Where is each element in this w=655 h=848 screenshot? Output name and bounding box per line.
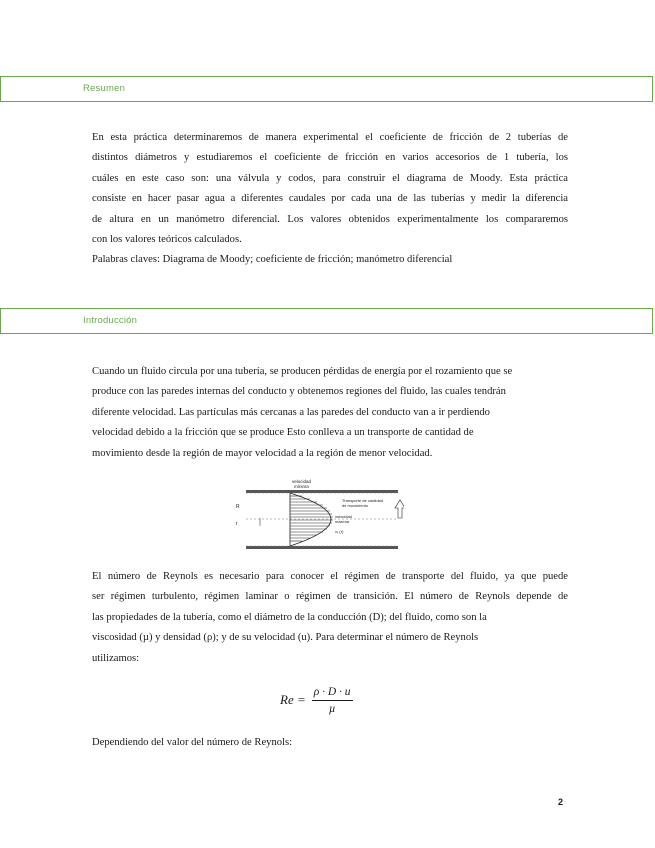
resumen-paragraph — [92, 128, 568, 271]
reynolds-formula — [280, 683, 353, 717]
section-heading-resumen — [0, 76, 653, 102]
keywords-line: Palabras claves: Diagrama de Moody; coeficiente de fricción; manómetro diferencial — [92, 254, 453, 266]
resumen-line: consiste en hacer pasar agua a diferentes caudales por cada una de las tuberías y medir la diferencia — [92, 193, 568, 205]
label-minima: mínima — [294, 484, 309, 489]
label-de-movimiento: de movimiento — [342, 503, 369, 508]
label-velocidad-minima: velocidad — [292, 479, 312, 484]
intro-paragraph-3 — [92, 733, 568, 753]
label-velocidad-maxima: velocidad — [335, 514, 352, 519]
transport-arrow — [395, 500, 404, 518]
pipe-top-wall — [246, 490, 398, 493]
reynolds-line: viscosidad (µ) y densidad (ρ); y de su velocidad (u). Para determinar el número de Reynols — [92, 632, 479, 644]
introduccion-heading-text: Introducción — [83, 315, 138, 326]
label-R: R — [236, 504, 240, 510]
intro-line: movimiento desde la región de mayor velocidad a la región de menor velocidad. — [92, 447, 433, 459]
resumen-line: cuáles en este caso son: una válvula y codos, para construir el diagrama de Moody. Esta práctica — [92, 172, 568, 184]
intro-line: diferente velocidad. Las partículas más cercanas a las paredes del conducto van a ir perdiendo — [92, 406, 490, 418]
reynolds-line: las propiedades de la tubería, como el diámetro de la conducción (D); del fluido, como son la — [92, 611, 487, 623]
resumen-heading-text: Resumen — [83, 83, 126, 94]
intro-paragraph-2 — [92, 567, 568, 669]
velocity-vectors — [290, 496, 333, 541]
page-number: 2 — [558, 797, 564, 807]
reynolds-depends-line: Dependiendo del valor del número de Reynols: — [92, 737, 293, 748]
formula-denominator: µ — [328, 702, 336, 715]
section-heading-introduccion — [0, 308, 653, 334]
resumen-line: de altura en un manómetro diferencial. Los valores obtenidos experimentalmente los compararemos — [92, 213, 568, 225]
reynolds-line: ser régimen turbulento, régimen laminar o régimen de transición. El número de Reynols depende de — [92, 591, 568, 603]
resumen-line: con los valores teóricos calculados. — [92, 234, 242, 246]
formula-numerator: ρ · D · u — [312, 686, 353, 701]
label-maxima: máxima — [335, 519, 350, 524]
label-r: r — [236, 521, 238, 527]
pipe-bottom-wall — [246, 546, 398, 549]
intro-line: velocidad debido a la fricción que se produce Esto conlleva a un transporte de cantidad de — [92, 427, 474, 439]
intro-line: produce con las paredes internas del conducto y obtenemos regiones del fluido, las cuales tendrán — [92, 386, 506, 398]
velocity-profile-figure — [232, 478, 404, 554]
intro-line: Cuando un fluido circula por una tubería, se producen pérdidas de energía por el rozamiento que se — [92, 366, 513, 377]
label-transporte: Transporte de cantidad — [342, 498, 383, 503]
label-vr: vₓ (r) — [335, 529, 344, 534]
resumen-line: distintos diámetros y estudiaremos el coeficiente de fricción en varios accesorios de 1 tubería, los — [92, 152, 568, 164]
reynolds-line: utilizamos: — [92, 652, 140, 664]
intro-paragraph-1 — [92, 362, 568, 464]
formula-fraction — [312, 686, 353, 715]
resumen-line: En esta práctica determinaremos de manera experimental el coeficiente de fricción de 2 tuberías de — [92, 132, 568, 143]
reynolds-line: El número de Reynols es necesario para conocer el régimen de transporte del fluido, ya que puede — [92, 571, 568, 582]
formula-lhs: Re = — [280, 692, 306, 707]
